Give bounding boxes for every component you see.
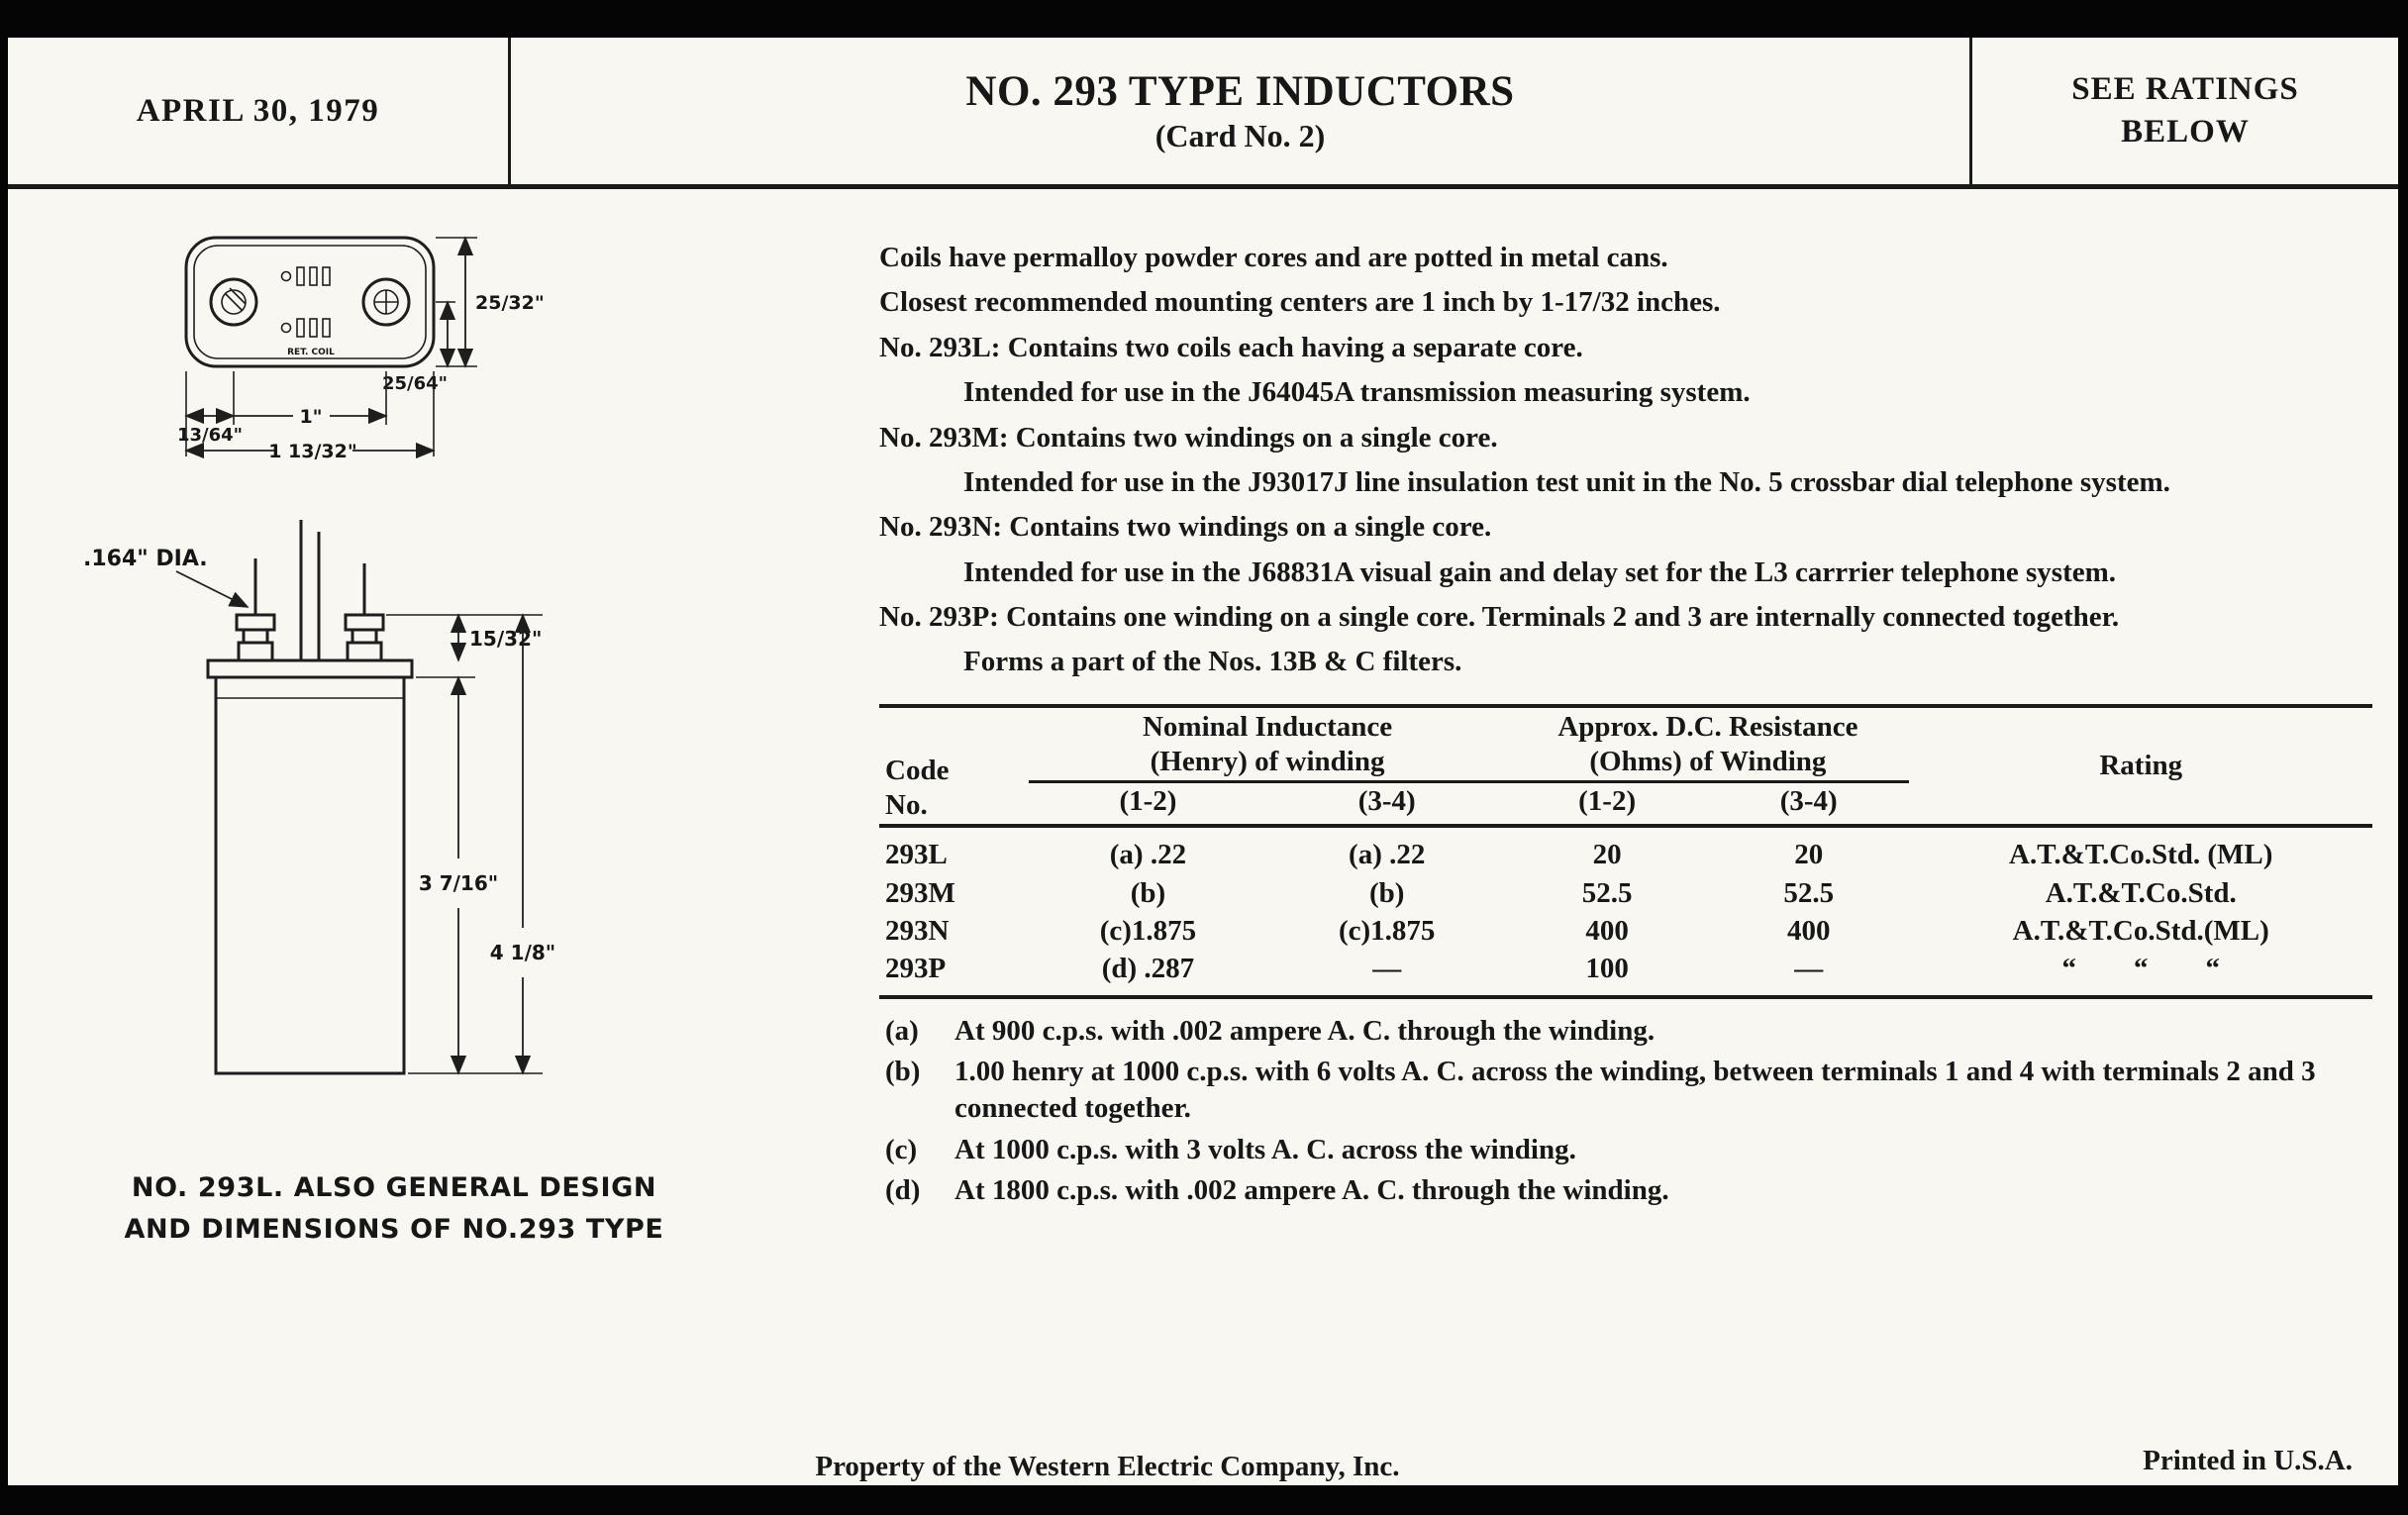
footnote-c [879, 1132, 2372, 1168]
ret-coil-label: RET. COIL [287, 348, 335, 357]
cell-res12: 52.5 [1581, 876, 1633, 909]
cell-code: 293L [885, 839, 948, 871]
svg-text:13/64": 13/64" [176, 425, 244, 446]
card-title: NO. 293 TYPE INDUCTORS [965, 68, 1515, 115]
table-row [879, 874, 2372, 912]
cell-ind34: (b) [1368, 876, 1405, 909]
footnote-text: At 1000 c.p.s. with 3 volts A. C. across the winding. [954, 1133, 1576, 1165]
mounting-screw-right [363, 279, 409, 325]
drawing-caption-line2: AND DIMENSIONS OF NO.293 TYPE [124, 1213, 664, 1245]
issue-date: APRIL 30, 1979 [136, 92, 380, 129]
footnote-text: At 900 c.p.s. with .002 ampere A. C. through the winding. [954, 1015, 1656, 1048]
svg-text:4 1/8": 4 1/8" [489, 941, 556, 964]
mounting-screw-left [211, 279, 256, 325]
card-header [8, 38, 2398, 189]
table-row [879, 950, 2372, 997]
svg-text:1 13/32": 1 13/32" [268, 441, 357, 462]
drawing-caption [38, 1167, 751, 1251]
column-group-resistance: Approx. D.C. Resistance (Ohms) of Winding [1506, 706, 1909, 782]
cell-ind34: — [1372, 953, 1402, 984]
paragraph-293m: No. 293M: Contains two windings on a single core. [879, 421, 1498, 454]
paragraph-coils: Coils have permalloy powder cores and are potted in metal cans. [879, 242, 1668, 273]
card-page [8, 38, 2398, 1485]
footnote-text: 1.00 henry at 1000 c.p.s. with 6 volts A. C. across the winding, between terminals 1 and 4 with terminals 2 and 3 connected together. [954, 1056, 2316, 1125]
footnote-label: (a) [885, 1015, 919, 1048]
cell-ind34: (a) .22 [1349, 839, 1426, 871]
header-date-cell [8, 38, 511, 184]
ratings-note-line2: BELOW [2121, 114, 2250, 150]
paragraph-293p-filters: Forms a part of the Nos. 13B & C filters. [963, 646, 1462, 678]
cell-rating: “ “ “ [2061, 953, 2220, 984]
subcolumn-ind-3-4: (3-4) [1267, 782, 1506, 827]
ratings-note-line1: SEE RATINGS [2071, 71, 2299, 108]
drawing-caption-line1: NO. 293L. ALSO GENERAL DESIGN [131, 1172, 657, 1203]
cell-ind12: (b) [1130, 876, 1166, 909]
cell-ind34: (c)1.875 [1338, 914, 1436, 947]
cell-rating: A.T.&T.Co.Std.(ML) [2012, 914, 2269, 947]
footnote-a [879, 1013, 2372, 1050]
terminal-slots [282, 267, 331, 337]
footnote-label: (d) [885, 1173, 921, 1206]
cell-rating: A.T.&T.Co.Std. (ML) [2009, 839, 2273, 871]
printed-in-usa: Printed in U.S.A. [2143, 1445, 2353, 1476]
cell-res12: 20 [1592, 839, 1622, 871]
paragraph-293p: No. 293P: Contains one winding on a single core. Terminals 2 and 3 are internally connected together. [879, 601, 2120, 633]
paragraph-293n-use: Intended for use in the J68831A visual gain and delay set for the L3 carrrier telephone system. [963, 556, 2117, 588]
lead-wires [301, 520, 319, 660]
cell-res34: 20 [1794, 839, 1824, 871]
column-group-inductance: Nominal Inductance (Henry) of winding [1029, 706, 1507, 782]
column-header-code: Code No. [879, 706, 1029, 827]
column-header-rating: Rating [1909, 706, 2372, 827]
subcolumn-res-1-2: (1-2) [1506, 782, 1708, 827]
table-row [879, 912, 2372, 950]
cell-res34: 52.5 [1783, 876, 1835, 909]
subcolumn-ind-1-2: (1-2) [1029, 782, 1267, 827]
footnote-b [879, 1054, 2372, 1127]
svg-text:3 7/16": 3 7/16" [418, 871, 499, 895]
terminal-left [237, 558, 274, 660]
wire-diameter-label: .164" DIA. [83, 547, 208, 571]
property-notice: Property of the Western Electric Company, Inc. [815, 1451, 1400, 1482]
flange-half-dimension [382, 302, 455, 394]
subcolumn-res-3-4: (3-4) [1708, 782, 1910, 827]
paragraph-mounting: Closest recommended mounting centers are 1 inch by 1-17/32 inches. [879, 286, 1721, 319]
cell-ind12: (a) .22 [1109, 839, 1187, 871]
ratings-table [879, 704, 2372, 999]
footnote-d [879, 1172, 2372, 1209]
paragraph-293l: No. 293L: Contains two coils each having a separate core. [879, 331, 1583, 363]
header-title-cell [511, 38, 1969, 184]
footnote-text: At 1800 c.p.s. with .002 ampere A. C. through the winding. [954, 1173, 1669, 1206]
footnote-label: (c) [885, 1133, 918, 1165]
description-text [879, 241, 2372, 680]
cell-res34: 400 [1786, 914, 1831, 947]
paragraph-293n: No. 293N: Contains two windings on a single core. [879, 511, 1492, 544]
svg-text:1": 1" [299, 406, 323, 428]
table-row [879, 826, 2372, 873]
paragraph-293l-use: Intended for use in the J64045A transmission measuring system. [963, 376, 1751, 409]
wire-diameter-callout [83, 547, 248, 607]
card-subtitle: (Card No. 2) [1154, 118, 1326, 153]
svg-text:25/32": 25/32" [475, 292, 545, 314]
svg-text:25/64": 25/64" [382, 373, 449, 394]
side-view-drawing [77, 504, 691, 1138]
footnote-label: (b) [885, 1056, 921, 1088]
drawing-column [8, 189, 820, 1251]
svg-text:15/32": 15/32" [469, 627, 543, 651]
cell-rating: A.T.&T.Co.Std. [2045, 876, 2237, 909]
cell-code: 293N [885, 914, 950, 947]
main-content [8, 189, 2398, 1251]
text-column [820, 189, 2398, 1251]
top-view-drawing [147, 213, 741, 478]
cell-res12: 100 [1585, 953, 1629, 984]
cell-res12: 400 [1585, 914, 1629, 947]
paragraph-293m-use: Intended for use in the J93017J line insulation test unit in the No. 5 crossbar dial telephone system. [963, 465, 2170, 498]
cell-code: 293M [885, 876, 955, 909]
ratings-table-header [879, 706, 2372, 827]
cell-ind12: (d) .287 [1101, 953, 1195, 984]
cell-res34: — [1794, 953, 1824, 984]
cell-code: 293P [885, 953, 947, 984]
cell-ind12: (c)1.875 [1099, 914, 1197, 947]
footnotes [879, 1013, 2372, 1209]
height-dimensions [386, 615, 555, 1073]
can-body [208, 660, 412, 1073]
terminal-right [346, 563, 383, 660]
header-ratings-note [1969, 38, 2398, 184]
